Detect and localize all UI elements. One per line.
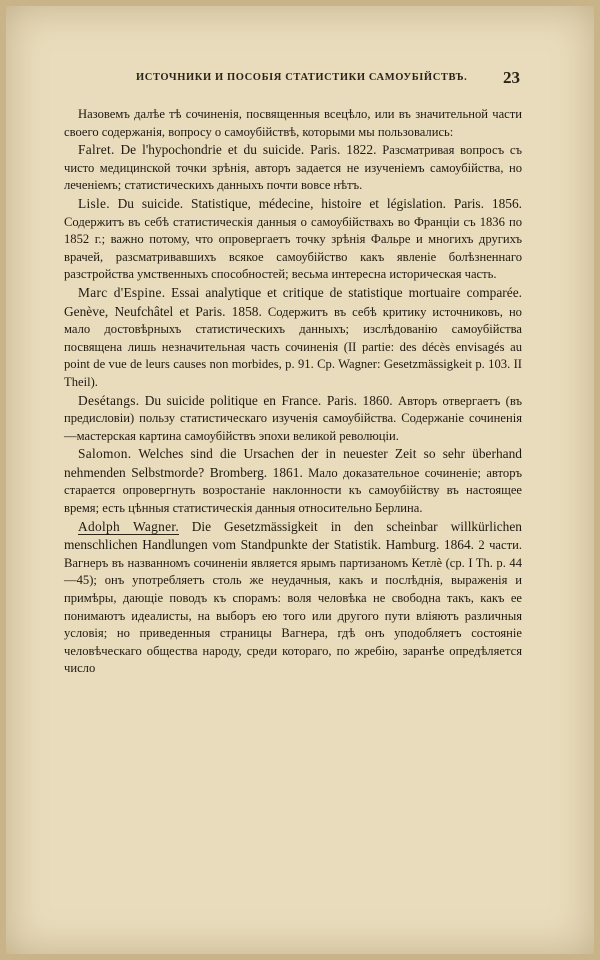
bibliography-entry-falret	[64, 141, 522, 195]
entry-author: Salomon.	[78, 446, 132, 462]
entry-title: Du suicide politique en France. Paris. 1860.	[144, 392, 393, 408]
entry-title: De l'hypochondrie et du suicide. Paris. 1822.	[120, 142, 377, 158]
bibliography-entry-salomon	[64, 445, 522, 517]
page-number: 23	[503, 68, 520, 87]
entry-comment: Содержитъ въ себѣ статистическія данныя о самоубійствахъ во Франціи съ 1836 по 1852 г.; важно потому, что опровергаетъ точку зрѣнія Фальре и многихъ другихъ врачей, разсматривавшихъ всякое самоубійство какъ явленіе болѣзненнаго разстройства умственныхъ способностей; весьма интересна историческая часть.	[64, 214, 522, 282]
entry-comment: Содержитъ въ себѣ критику источниковъ, но мало достовѣрныхъ статистическихъ данныхъ; изслѣдованію самоубійства посвящена лишь незначительная часть сочиненія (II partie: des décès envisagés au point de vue de leurs causes non morbides, p. 91. Cp. Wagner: Gesetzmässigkeit p. 103. II Theil).	[64, 304, 522, 389]
entry-title: Die Gesetzmässigkeit in den scheinbar willkürlichen menschlichen Handlungen vom Standpunkte der Statistik. Hamburg. 1864.	[64, 518, 522, 553]
bibliography-entry-lisle	[64, 195, 522, 284]
entry-title: Du suicide. Statistique, médecine, histoire et législation. Paris. 1856.	[117, 195, 522, 211]
entry-author: Falret.	[78, 142, 115, 158]
entry-comment: 2 части. Вагнеръ въ названномъ сочиненіи является ярымъ партизаномъ Кетлѐ (ср. I Th. p. 44—45); онъ употребляетъ столь же неудачныя, какъ и послѣднія, выраженія и примѣры, дающіе поводъ къ спорамъ: воля человѣка не свободна такъ, какъ ее понимаютъ идеалисты, на выборъ ею того или другого пути вліяютъ различныя условія; но приведенныя страницы Вагнера, гдѣ онъ уподобляетъ состояніе человѣческаго общества народу, среди котораго, по жребію, заранѣе опредѣляется число	[64, 538, 522, 676]
page-body	[64, 106, 522, 678]
bibliography-entry-desetangs	[64, 392, 522, 446]
intro-paragraph: Назовемъ далѣе тѣ сочиненія, посвященныя всецѣло, или въ значительной части своего содержанія, вопросу о самоубійствѣ, которыми мы пользовались:	[64, 107, 522, 139]
page-header	[64, 70, 526, 88]
running-title: ИСТОЧНИКИ И ПОСОБІЯ СТАТИСТИКИ САМОУБІЙСТВЪ.	[136, 72, 468, 83]
bibliography-entry-wagner	[64, 518, 522, 678]
book-page	[6, 6, 594, 954]
entry-author: Lisle.	[78, 195, 110, 211]
entry-author: Desétangs.	[78, 392, 140, 408]
entry-title: Welches sind die Ursachen der in neuester Zeit so sehr überhand nehmenden Selbstmorde? Bromberg. 1861.	[64, 446, 522, 480]
entry-author: Adolph Wagner.	[78, 518, 179, 534]
bibliography-entry-marc-despine	[64, 284, 522, 392]
entry-title: Essai analytique et critique de statistique mortuaire comparée. Genève, Neufchâtel et Paris. 1858.	[64, 284, 523, 319]
entry-comment: Мало доказательное сочиненіе; авторъ старается опровергнуть возростаніе наклонности къ самоубійству въ настоящее время; есть цѣнныя статистическія данныя относительно Берлина.	[64, 465, 523, 516]
entry-comment: Авторъ отвергаетъ (въ предисловіи) пользу статистическаго изученія самоубійства. Содержаніе сочиненія—мастерская картина самоубійствъ эпохи великой революціи.	[64, 393, 522, 443]
entry-author: Marc d'Espine.	[78, 284, 166, 300]
entry-comment: Разсматривая вопросъ съ чисто медицинской точки зрѣнія, авторъ задается не изученіемъ самоубійства, но леченіемъ; статистическихъ данныхъ почти вовсе нѣтъ.	[64, 143, 522, 193]
